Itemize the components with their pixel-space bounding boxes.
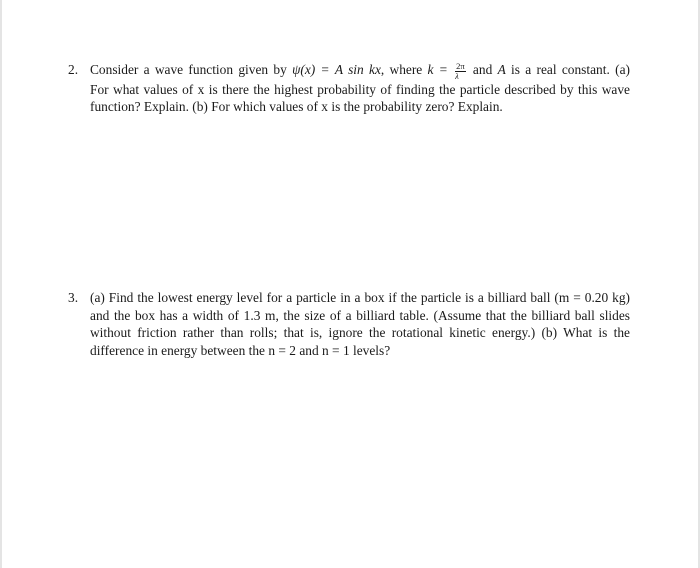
fraction	[455, 62, 466, 81]
constant-a: A	[497, 62, 506, 77]
problem-text	[90, 289, 630, 359]
fraction-numerator: 2π	[456, 60, 465, 71]
problem-number: 3.	[68, 290, 79, 305]
problem-line: difference in energy between the n = 2 and n = 1 levels?	[90, 342, 391, 358]
fraction-denominator: λ	[455, 70, 459, 81]
problem-2	[68, 61, 630, 116]
wave-function-expression: ψ(x) = A sin kx	[292, 62, 381, 77]
problem-line: For what values of x is there the highest probability of finding the particle described by this wave	[90, 81, 630, 97]
page-left-edge	[0, 0, 2, 568]
problem-line: and the box has a width of 1.3 m, the size of a billiard table. (Assume that the billiard ball slides	[90, 307, 630, 323]
problem-3	[68, 289, 630, 359]
problem-text	[90, 61, 630, 116]
problem-number: 2.	[68, 62, 79, 77]
k-expression: k =	[427, 62, 454, 77]
problem-line: (a) Find the lowest energy level for a particle in a box if the particle is a billiard ball (m = 0.20 kg)	[90, 290, 630, 305]
problem-line: without friction rather than rolls; that is, ignore the rotational kinetic energy.) (b) What is the	[90, 325, 630, 340]
problem-line: function? Explain. (b) For which values of x is the probability zero? Explain.	[90, 99, 503, 115]
problem-line: Consider a wave function given by ψ(x) = A sin kx, where k = $\frac{2\pi}{\lambda}$ and A is a real constant. (a)	[90, 60, 630, 81]
